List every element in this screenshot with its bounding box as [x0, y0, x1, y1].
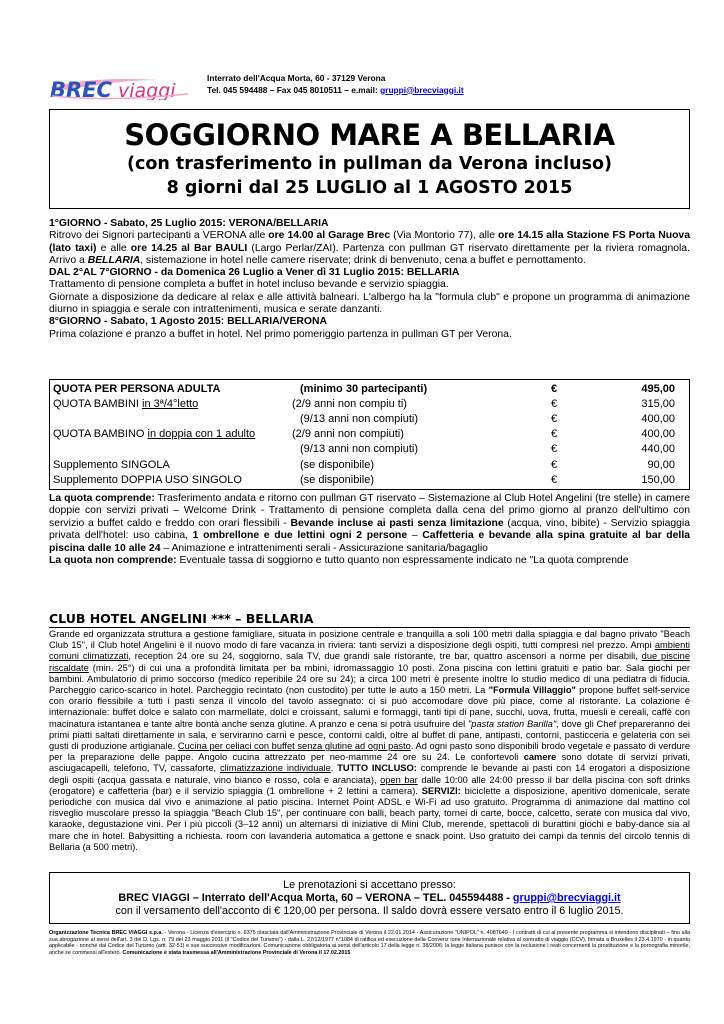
price-note: (2/9 anni non compiu ti)	[292, 398, 407, 410]
page-title: SOGGIORNO MARE A BELLARIA	[124, 118, 615, 152]
header-phone-fax: Tel. 045 594488 – Fax 045 8010511 – e.mail:	[207, 84, 381, 95]
price-label-double-single: Supplemento DOPPIA USO SINGOLO	[53, 474, 242, 486]
hotel-bold: "Formula Villaggio"	[488, 685, 576, 696]
booking-intro: Le prenotazioni si accettano presso:	[283, 879, 456, 891]
price-label-child-double	[53, 428, 255, 441]
itinerary	[49, 218, 690, 341]
day2-text2: Giornate a disposizione da dedicare al relax e alle attività balneari. L'albergo ha la "formula club" e propone un programma di animazione diurno in spiaggia e serale con intrattenimenti, musica e serate danzanti.	[49, 291, 690, 316]
booking-deposit: con il versamento dell'acconto di € 120,00 per persona. Il saldo dovrà essere versato entro il 6 luglio 2015.	[115, 905, 624, 917]
non-comprende-label: La quota non comprende:	[49, 555, 177, 567]
price-note: (9/13 anni non compiuti)	[300, 413, 419, 425]
price-label-children-bed-a: QUOTA BAMBINI	[53, 398, 143, 410]
price-value: 90,00	[647, 459, 675, 471]
logo-viaggi-text: viaggi	[118, 80, 176, 100]
comprende-text: –	[407, 530, 423, 542]
legal-organizer: Organizzazione Tecnica BREC VIAGGI s.p.a.	[49, 930, 163, 936]
day1-text	[49, 230, 690, 267]
legal-text: - Verona - Licenza d'esercizio n. 6375 rilasciata dall'Amministrazione Provinciale di Verona il 22.01.2014 - Assicurazione "UNIPOL" n. 4087649 - I contratti di cui al presente programma si intendono disciplinati – fino alla sua abrogazione ai sensi dell'art. 3 del D. Lgs. n. 79 del 23 maggio 2011 (il "Codice del Turismo") - dalla L. 27/12/1977 n°1084 di ratifica ed esecuzione della Convenz ione Internazionale relativa al contratto di viaggio (CCV), firmata a Bruxelles il 23.4.1970 - in quanto applicabile - nonché dal Codice del Turismo (artt. 32-51) e sue successive modificazioni. Comunicazione obbligatoria ai sensi dell'articolo 17 della legge n. 38/2006: la legge italiana punisce con la reclusione i reati concernenti la prostituzione e la pornografia minorile, anche se commessi all'estero.	[49, 930, 690, 956]
legal-footer	[49, 930, 690, 956]
price-value: 150,00	[641, 474, 675, 486]
day1-text-e: e alle	[96, 242, 131, 254]
price-note-adult: (minimo 30 partecipanti)	[300, 383, 428, 395]
price-label-child-double-b: in doppia con 1 adulto	[147, 428, 256, 440]
day2-text1: Trattamento di pensione completa a buffet in hotel incluso bevande e servizio spiaggia.	[49, 279, 449, 291]
price-note: (2/9 anni non compiuti)	[292, 428, 404, 440]
booking-email-link[interactable]: gruppi@brecviaggi.it	[512, 892, 621, 904]
hotel-underline: due piscine riscaldate	[49, 651, 690, 673]
hotel-underline: climatizzazione individuale	[219, 763, 331, 774]
header-contacts	[207, 73, 464, 96]
brec-logo	[48, 74, 198, 100]
hotel-italic: "pasta station Barilla"	[468, 718, 557, 729]
hotel-text: biciclette a disposizione, aperitivo domenicale, serate periodiche con musica dal vivo e animazione al patio piscina. Internet Point ADSL e Wi-Fi ad uso gratuito. Programma di animazione dal mattino col risveglio muscolare presso la spiaggia "Beach Club 15", per continuare con balli, beach party, tornei di carte, bocce, calcetto, serate con musica dal vivo, karaoke, degustazione vini. Per i più piccoli (3–12 anni) un alternarsi di iniziative di Mini Club, merende, spettacoli di burattini giochi e baby-dance sia al mare che in hotel. Babysitting a richiesta. room con lavanderia automatica a gettone e snack point. Uso gratuito dei campi da tennis del circolo tennis di Bellaria (a 500 metri).	[49, 785, 690, 852]
hotel-text: sono dotate di servizi privati, asciugacapelli, telefono, TV, cassaforte,	[49, 752, 690, 774]
hotel-text: (min. 25°) di cui una a profondità limitata per ba mbini, idromassaggio 10 posti. Zona piscina con lettini gratuiti e patio bar. Sala giochi per bambini. Ambulatorio di primo soccorso (medico reperibile 24 ore su 24); a circa 100 metri è presente inoltre lo studio medico di una pediatra di fiducia. Parcheggio carico-scarico in hotel. Parcheggio recintato (non custodito) per tutte le auto a 150 metri. La	[49, 662, 690, 696]
day2-heading: DAL 2°AL 7°GIORNO - da Domenica 26 Luglio a Vener dì 31 Luglio 2015: BELLARIA	[49, 267, 460, 279]
booking-contact	[50, 892, 689, 905]
day1-station: ore 14.15 alla Stazione FS Porta Nuova (lato taxi)	[49, 230, 690, 254]
price-value-adult: 495,00	[641, 383, 675, 395]
hotel-text: , dove gli Chef prepareranno dei primi piatti saltati direttamente in sala, e serviranno carni e pesce, contorni caldi, oltre al buffet di pane, antipasti, contorni, pasticceria e gelateria con sei gusti di produzione artigianale.	[49, 718, 690, 752]
day1-bellaria: BELLARIA	[87, 254, 141, 266]
title-subtitle-transfer: (con trasferimento in pullman da Verona incluso)	[126, 154, 613, 174]
hotel-underline: Cucina per celiaci con buffet senza glutine ad ogni pasto	[177, 741, 411, 752]
non-comprende-paragraph	[49, 555, 690, 567]
price-label-children-bed	[53, 398, 198, 411]
price-label-child-double-a: QUOTA BAMBINO	[53, 428, 148, 440]
price-note: (9/13 anni non compiuti)	[300, 443, 419, 455]
price-table	[49, 379, 690, 490]
header-email-link[interactable]: gruppi@brecviaggi.it	[380, 84, 464, 95]
hotel-text: , reception 24 ore su 24, soggiorno, sala TV, due grandi sale ristorante, tre bar, quattro ascensori a norme per disabili,	[128, 651, 642, 662]
hotel-text: dalle 10:00 alle 24:00 presso il bar della piscina con soft drinks (erogatore) e caffetteria (bar) e il servizio spiaggia (1 ombrellone + 2 lettini a camera).	[49, 774, 691, 796]
price-value: 400,00	[641, 413, 675, 425]
hotel-bold: SERVIZI:	[421, 785, 461, 796]
day1-text-c: (Via Montorio 77), alle	[390, 230, 499, 242]
day1-text-a: Ritrovo dei Signori partecipanti a VERONA alle	[49, 230, 269, 242]
day8-text: Prima colazione e pranzo a buffet in hotel. Nel primo pomeriggio partenza in pullman GT per Verona.	[49, 328, 512, 340]
day1-heading: 1°GIORNO - Sabato, 25 Luglio 2015: VERONA/BELLARIA	[49, 218, 329, 229]
comprende-label: La quota comprende:	[49, 493, 155, 504]
comprende-bold: Bevande incluse ai pasti senza limitazione	[290, 517, 504, 529]
hotel-text: Grande ed organizzata struttura a gestione famigliare, situata in posizione centrale e tranquilla a soli 100 metri dalla spiaggia e dal bagno privato "Beach Club 15", il Club hotel Angelini è il nuovo modo di fare vacanza in riviera: tanti servizi a disposizione degli ospiti, tutti compresi nel prezzo. Ampi	[49, 629, 690, 651]
price-currency: €	[551, 413, 558, 425]
day1-text-i: , sistemazione in hotel nelle camere riservate; drink di benvenuto, cena a buffet e pernottamento.	[140, 254, 586, 266]
logo-brec-text: BREC	[50, 78, 112, 100]
price-currency: €	[551, 459, 558, 471]
hotel-heading: CLUB HOTEL ANGELINI *** – BELLARIA	[49, 611, 314, 626]
price-label-children-bed-b: in 3ª/4°letto	[142, 398, 199, 410]
price-value: 400,00	[641, 428, 675, 440]
comprende-bold: 1 ombrellone e due lettini ogni 2 persone	[192, 530, 408, 542]
day1-garage: ore 14.00 al Garage Brec	[268, 230, 391, 242]
hotel-description	[49, 629, 690, 853]
day8-heading: 8°GIORNO - Sabato, 1 Agosto 2015: BELLARIA/VERONA	[49, 316, 328, 328]
hotel-bold: TUTTO INCLUSO:	[337, 763, 417, 774]
price-value: 440,00	[641, 443, 675, 455]
header-address: Interrato dell'Acqua Morta, 60 - 37129 Verona	[207, 73, 386, 83]
hotel-underline: ambienti comuni climatizzati	[49, 640, 690, 662]
hotel-paragraph	[49, 629, 690, 853]
non-comprende-text: Eventuale tassa di soggiorno e tutto quanto non espressamente indicato ne "La quota comprende	[176, 555, 629, 567]
booking-box	[49, 872, 690, 924]
comprende-text: – Animazione e intrattenimenti serali - Assicurazione sanitaria/bagaglio	[160, 542, 488, 554]
hotel-text: . Ad ogni pasto sono disponibili brodo vegetale e passato di verdure per la preparazione delle pappe. Angolo cucina attrezzato per neo-mamme 24 ore su 24. Le confortevoli	[49, 741, 690, 763]
day1-text-g: (Largo Perlar/ZAI). Partenza con pullman GT riservato direttamente per la riviera romagnola. Arrivo a	[49, 242, 690, 266]
comprende-bold: Caffetteria e bevande alla spina gratuite al bar della piscina dalle 10 alle 24	[49, 530, 690, 554]
price-currency: €	[551, 428, 558, 440]
comprende-text: Trasferimento andata e ritorno con pullman GT riservato – Sistemazione al Club Hotel Angelini (tre stelle) in camere doppie con servizi privati – Welcome Drink - Trattamento di pensione completa dalla cena del primo giorno al pranzo dell'ultimo con servizio a buffet caldo e freddo con orari flessibili -	[49, 493, 690, 529]
comprende-text: (acqua, vino, bibite) - Servizio spiaggia privata dell'hotel: uso cabina,	[49, 517, 690, 542]
price-value: 315,00	[641, 398, 675, 410]
legal-communication: Comunicazione è stata trasmessa all'Amministrazione Provinciale di Verona il 17.02.2015	[122, 949, 351, 956]
price-currency: €	[551, 443, 558, 455]
price-note: (se disponibile)	[300, 459, 374, 471]
comprende-paragraph	[49, 493, 690, 555]
booking-agency: BREC VIAGGI – Interrato dell'Acqua Morta, 60 – VERONA – TEL. 045594488 -	[118, 892, 513, 904]
price-currency: €	[551, 398, 558, 410]
hotel-bold: camere	[523, 752, 557, 763]
hotel-divider	[49, 627, 690, 628]
hotel-text: propone buffet self-service con orario flessibile a tutti i pasti senza il vincolo del tavolo assegnato: ci si può accomodare dove più piace, come al ristorante. La colazione è internazionale: buffet dolce e salato con marmellate, dolci e croissant, salumi e formaggi, tanti tipi di pane, succhi, uova, frutta, muesli e cereali, caffè con macinatura istantanea e tante altre bontà anche senza glutine. A pranzo e cena si potrà usufruire del	[49, 685, 690, 729]
hotel-text: comprende le bevande ai pasti con 14 erogatori a disposizione degli ospiti (acqua gassata e naturale, vino bianco e rosso, cola e aranciata),	[49, 763, 690, 785]
price-label-single: Supplemento SINGOLA	[53, 459, 170, 471]
title-subtitle-dates: 8 giorni dal 25 LUGLIO al 1 AGOSTO 2015	[166, 178, 573, 198]
quota-comprende	[49, 493, 690, 567]
price-note: (se disponibile)	[300, 474, 374, 486]
hotel-underline: open bar	[380, 774, 418, 785]
price-label-adult: QUOTA PER PERSONA ADULTA	[53, 383, 221, 395]
hotel-text: .	[330, 763, 338, 774]
header-phone-line	[207, 85, 464, 97]
title-box	[49, 109, 690, 209]
day1-bar: ore 14.25 al Bar BAULI	[130, 242, 248, 254]
price-currency: €	[551, 383, 558, 395]
price-currency: €	[551, 474, 558, 486]
